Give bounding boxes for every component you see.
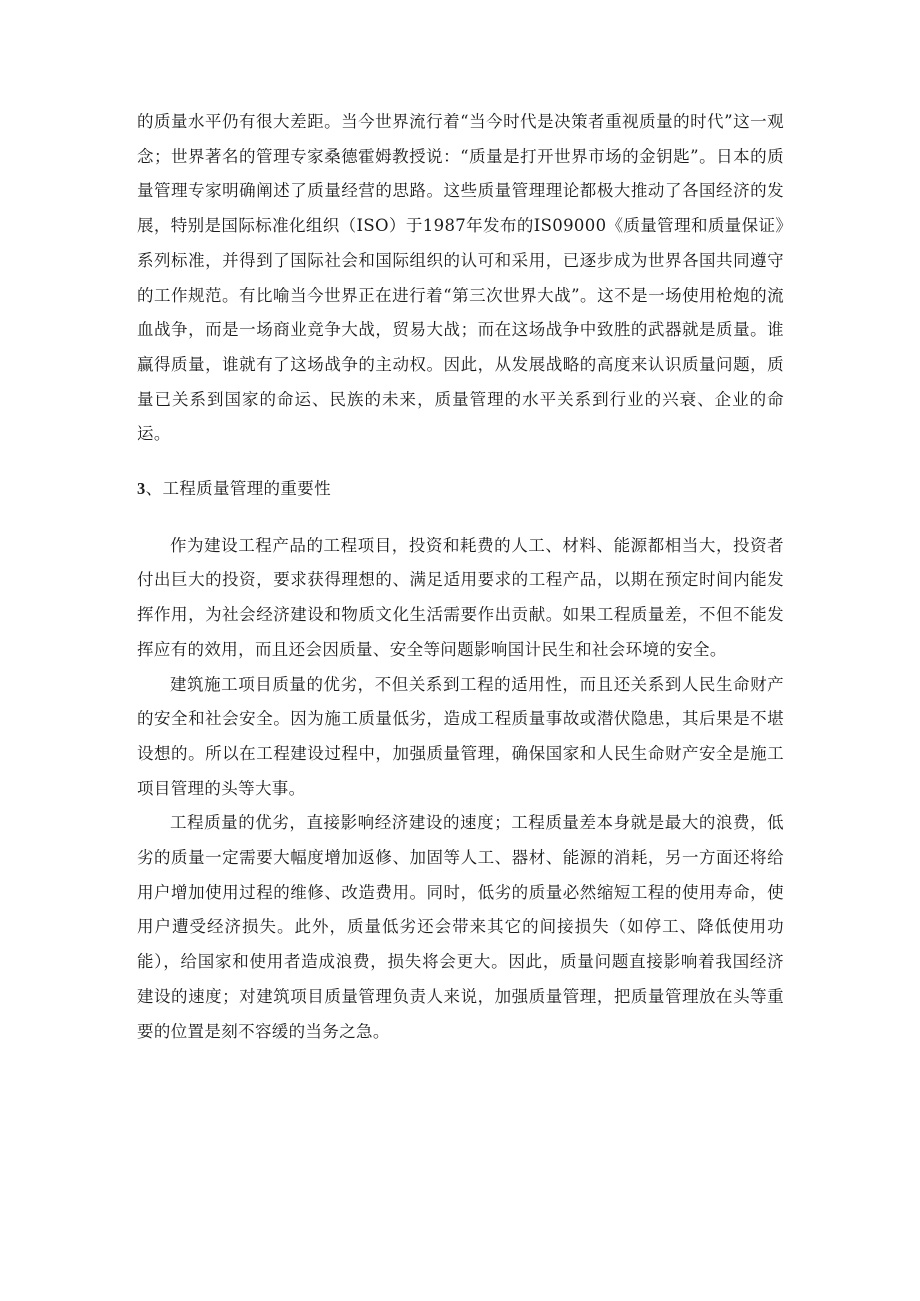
intro-paragraph: 的质量水平仍有很大差距。当今世界流行着“当今时代是决策者重视质量的时代”这一观念；世界著名的管理专家桑德霍姆教授说：“质量是打开世界市场的金钥匙”。日本的质量管理专家明确阐述了质量经营的思路。这些质量管理理论都极大推动了各国经济的发展，特别是国际标准化组织（ISO）于1987年发布的IS09000《质量管理和质量保证》系列标准，并得到了国际社会和国际组织的认可和采用，已逐步成为世界各国共同遵守的工作规范。有比喻当今世界正在进行着“第三次世界大战”。这不是一场使用枪炮的流血战争，而是一场商业竞争大战，贸易大战；而在这场战争中致胜的武器就是质量。谁赢得质量，谁就有了这场战争的主动权。因此，从发展战略的高度来认识质量问题，质量已关系到国家的命运、民族的未来，质量管理的水平关系到行业的兴衰、企业的命运。 [137, 112, 784, 444]
body-paragraph: 工程质量的优劣，直接影响经济建设的速度；工程质量差本身就是最大的浪费，低劣的质量一定需要大幅度增加返修、加固等人工、器材、能源的消耗，另一方面还将给用户增加使用过程的维修、改造费用。同时，低劣的质量必然缩短工程的使用寿命，使用户遭受经济损失。此外，质量低劣还会带来其它的间接损失（如停工、降低使用功能），给国家和使用者造成浪费，损失将会更大。因此，质量问题直接影响着我国经济建设的速度；对建筑项目质量管理负责人来说，加强质量管理，把质量管理放在头等重要的位置是刻不容缓的当务之急。 [137, 813, 784, 1041]
body-paragraph: 建筑施工项目质量的优劣，不但关系到工程的适用性，而且还关系到人民生命财产的安全和社会安全。因为施工质量低劣，造成工程质量事故或潜伏隐患，其后果是不堪设想的。所以在工程建设过程中，加强质量管理，确保国家和人民生命财产安全是施工项目管理的头等大事。 [137, 674, 784, 798]
section-number: 3 [137, 479, 146, 499]
document-body [137, 105, 784, 1049]
body-paragraph: 作为建设工程产品的工程项目，投资和耗费的人工、材料、能源都相当大，投资者付出巨大的投资，要求获得理想的、满足适用要求的工程产品，以期在预定时间内能发挥作用，为社会经济建设和物质文化生活需要作出贡献。如果工程质量差，不但不能发挥应有的效用，而且还会因质量、安全等问题影响国计民生和社会环境的安全。 [137, 535, 784, 659]
section-heading [137, 472, 784, 507]
section-title: 、工程质量管理的重要性 [145, 479, 331, 499]
